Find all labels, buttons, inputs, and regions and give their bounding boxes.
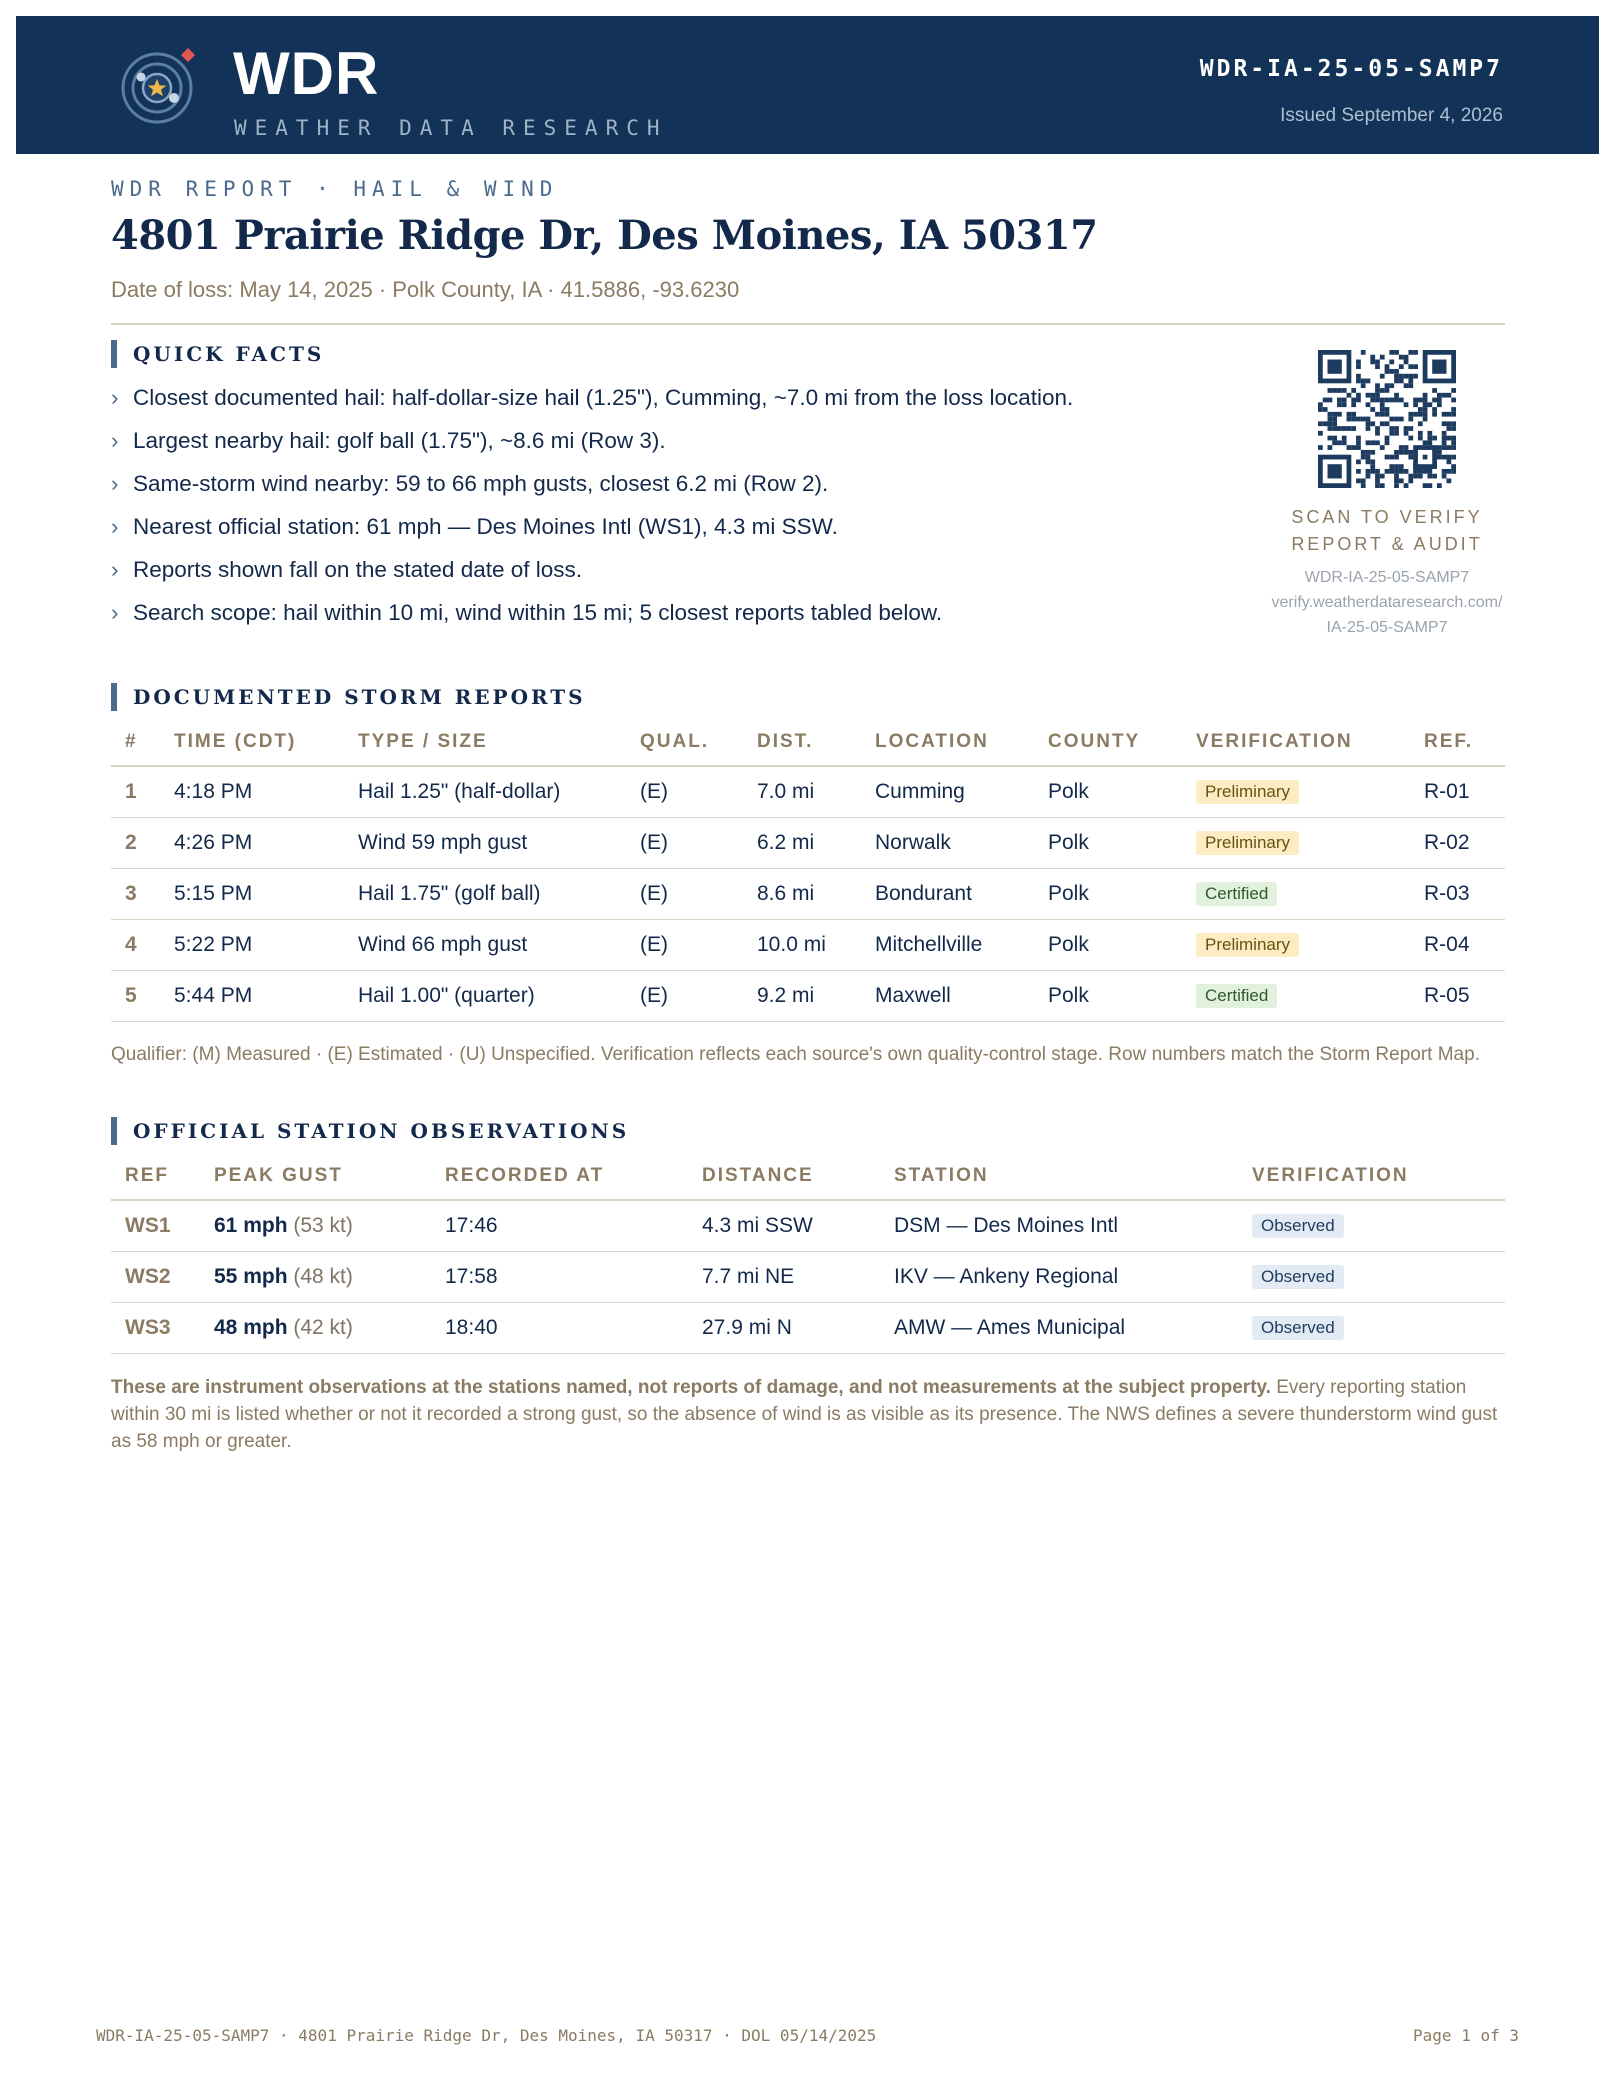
report-type: Hail 1.25" (half-dollar) [358, 766, 640, 817]
report-ref: R-04 [1424, 919, 1505, 970]
status-badge: Preliminary [1196, 933, 1299, 957]
report-ref: R-02 [1424, 817, 1505, 868]
station-note [111, 1374, 1511, 1455]
chevron-right-icon: › [111, 557, 119, 582]
report-distance: 6.2 mi [757, 817, 875, 868]
chevron-right-icon: › [111, 385, 119, 410]
column-header: # [111, 718, 174, 766]
row-number: 1 [111, 766, 174, 817]
verify-id: WDR-IA-25-05-SAMP7 [1304, 569, 1470, 586]
page-title: 4801 Prairie Ridge Dr, Des Moines, IA 50317 [111, 212, 1098, 259]
chevron-right-icon: › [111, 428, 119, 453]
column-header: STATION [894, 1152, 1252, 1200]
verification-cell [1196, 970, 1424, 1021]
report-distance: 10.0 mi [757, 919, 875, 970]
column-header: RECORDED AT [445, 1152, 702, 1200]
list-item [111, 598, 1211, 641]
gust-kt: (48 kt) [293, 1264, 353, 1288]
list-item [111, 555, 1211, 598]
recorded-at: 17:46 [445, 1200, 702, 1251]
verify-url: IA-25-05-SAMP7 [1326, 619, 1448, 636]
report-location: Mitchellville [875, 919, 1048, 970]
report-eyebrow: WDR REPORT · HAIL & WIND [111, 177, 559, 201]
fact-text: Search scope: hail within 10 mi, wind within 15 mi; 5 closest reports tabled below. [133, 600, 943, 625]
station-note-bold: These are instrument observations at the stations named, not reports of damage, and not measurements at the subject property. [111, 1377, 1271, 1398]
qr-code-icon[interactable] [1318, 350, 1456, 488]
verification-cell [1252, 1251, 1505, 1302]
report-type: Wind 59 mph gust [358, 817, 640, 868]
quick-facts-list [111, 383, 1211, 641]
report-distance: 7.0 mi [757, 766, 875, 817]
gust-mph: 55 mph [214, 1264, 288, 1288]
recorded-at: 17:58 [445, 1251, 702, 1302]
gust-kt: (53 kt) [293, 1213, 353, 1237]
column-header: TYPE / SIZE [358, 718, 640, 766]
station-distance: 4.3 mi SSW [702, 1200, 894, 1251]
verification-cell [1196, 919, 1424, 970]
report-qualifier: (E) [640, 817, 757, 868]
peak-gust [214, 1302, 445, 1353]
station-name: DSM — Des Moines Intl [894, 1200, 1252, 1251]
fact-text: Same-storm wind nearby: 59 to 66 mph gusts, closest 6.2 mi (Row 2). [133, 471, 829, 496]
report-type: Wind 66 mph gust [358, 919, 640, 970]
table-row [111, 970, 1505, 1021]
section-title-station-observations: OFFICIAL STATION OBSERVATIONS [111, 1117, 629, 1145]
report-county: Polk [1048, 817, 1196, 868]
table-header-row [111, 718, 1505, 766]
verification-cell [1252, 1200, 1505, 1251]
gust-kt: (42 kt) [293, 1315, 353, 1339]
list-item [111, 426, 1211, 469]
report-location: Maxwell [875, 970, 1048, 1021]
row-number: 5 [111, 970, 174, 1021]
column-header: DISTANCE [702, 1152, 894, 1200]
recorded-at: 18:40 [445, 1302, 702, 1353]
report-location: Norwalk [875, 817, 1048, 868]
report-ref: R-05 [1424, 970, 1505, 1021]
footer-ref: WDR-IA-25-05-SAMP7 · 4801 Prairie Ridge Dr, Des Moines, IA 50317 · DOL 05/14/2025 [96, 2026, 877, 2045]
report-ref: R-03 [1424, 868, 1505, 919]
status-badge: Preliminary [1196, 780, 1299, 804]
scan-label-line: SCAN TO VERIFY [1291, 507, 1483, 527]
verification-cell [1196, 817, 1424, 868]
station-ref: WS3 [111, 1302, 214, 1353]
report-location: Cumming [875, 766, 1048, 817]
status-badge: Preliminary [1196, 831, 1299, 855]
report-county: Polk [1048, 766, 1196, 817]
brand-name: WDR [233, 40, 380, 107]
report-type: Hail 1.00" (quarter) [358, 970, 640, 1021]
chevron-right-icon: › [111, 600, 119, 625]
verify-url: verify.weatherdataresearch.com/ [1271, 594, 1503, 611]
table-row [111, 1200, 1505, 1251]
station-distance: 27.9 mi N [702, 1302, 894, 1353]
report-type: Hail 1.75" (golf ball) [358, 868, 640, 919]
report-time: 4:26 PM [174, 817, 358, 868]
table-row [111, 919, 1505, 970]
report-qualifier: (E) [640, 919, 757, 970]
verification-cell [1196, 766, 1424, 817]
section-title-storm-reports: DOCUMENTED STORM REPORTS [111, 683, 586, 711]
chevron-right-icon: › [111, 514, 119, 539]
table-row [111, 868, 1505, 919]
column-header: TIME (CDT) [174, 718, 358, 766]
report-distance: 8.6 mi [757, 868, 875, 919]
station-name: IKV — Ankeny Regional [894, 1251, 1252, 1302]
report-qualifier: (E) [640, 970, 757, 1021]
fact-text: Closest documented hail: half-dollar-size hail (1.25"), Cumming, ~7.0 mi from the loss location. [133, 385, 1074, 410]
chevron-right-icon: › [111, 471, 119, 496]
qualifier-note: Qualifier: (M) Measured · (E) Estimated · (U) Unspecified. Verification reflects each source's own quality-control stage. Row numbers match the Storm Report Map. [111, 1044, 1480, 1065]
scan-to-verify-label [1245, 504, 1529, 558]
status-badge: Observed [1252, 1214, 1344, 1238]
report-time: 5:15 PM [174, 868, 358, 919]
storm-reports-table [111, 718, 1505, 1022]
report-county: Polk [1048, 970, 1196, 1021]
station-ref: WS2 [111, 1251, 214, 1302]
section-title-quick-facts: QUICK FACTS [111, 340, 324, 368]
status-badge: Certified [1196, 984, 1277, 1008]
page-number: Page 1 of 3 [1413, 2026, 1519, 2045]
report-header [16, 16, 1599, 154]
report-county: Polk [1048, 868, 1196, 919]
row-number: 2 [111, 817, 174, 868]
report-time: 4:18 PM [174, 766, 358, 817]
station-name: AMW — Ames Municipal [894, 1302, 1252, 1353]
table-row [111, 766, 1505, 817]
report-location: Bondurant [875, 868, 1048, 919]
loss-meta: Date of loss: May 14, 2025 · Polk County, IA · 41.5886, -93.6230 [111, 277, 740, 302]
station-ref: WS1 [111, 1200, 214, 1251]
report-qualifier: (E) [640, 766, 757, 817]
scan-label-line: REPORT & AUDIT [1291, 534, 1483, 554]
status-badge: Certified [1196, 882, 1277, 906]
divider [111, 323, 1505, 325]
table-row [111, 1302, 1505, 1353]
column-header: REF. [1424, 718, 1505, 766]
list-item [111, 383, 1211, 426]
column-header: REF [111, 1152, 214, 1200]
gust-mph: 48 mph [214, 1315, 288, 1339]
column-header: LOCATION [875, 718, 1048, 766]
column-header: QUAL. [640, 718, 757, 766]
report-distance: 9.2 mi [757, 970, 875, 1021]
report-ref: R-01 [1424, 766, 1505, 817]
report-time: 5:44 PM [174, 970, 358, 1021]
report-id: WDR-IA-25-05-SAMP7 [1199, 56, 1503, 82]
status-badge: Observed [1252, 1316, 1344, 1340]
column-header: VERIFICATION [1252, 1152, 1505, 1200]
report-time: 5:22 PM [174, 919, 358, 970]
issued-date: Issued September 4, 2026 [1280, 105, 1503, 126]
fact-text: Reports shown fall on the stated date of loss. [133, 557, 583, 582]
report-qualifier: (E) [640, 868, 757, 919]
row-number: 4 [111, 919, 174, 970]
orbit-star-logo-icon [119, 44, 201, 126]
station-note-text: Every reporting station within 30 mi is listed whether or not it recorded a strong gust, so the absence of wind is as visible as its presence. The NWS defines a severe thunderstorm wind gust as 58 mph or greater. [111, 1377, 1498, 1452]
table-row [111, 1251, 1505, 1302]
gust-mph: 61 mph [214, 1213, 288, 1237]
table-row [111, 817, 1505, 868]
fact-text: Nearest official station: 61 mph — Des Moines Intl (WS1), 4.3 mi SSW. [133, 514, 838, 539]
row-number: 3 [111, 868, 174, 919]
station-distance: 7.7 mi NE [702, 1251, 894, 1302]
list-item [111, 512, 1211, 555]
brand-subtitle: WEATHER DATA RESEARCH [234, 116, 668, 140]
station-observations-table [111, 1152, 1505, 1354]
verification-cell [1196, 868, 1424, 919]
column-header: COUNTY [1048, 718, 1196, 766]
column-header: PEAK GUST [214, 1152, 445, 1200]
verify-link[interactable] [1245, 565, 1529, 640]
fact-text: Largest nearby hail: golf ball (1.75"), ~8.6 mi (Row 3). [133, 428, 666, 453]
status-badge: Observed [1252, 1265, 1344, 1289]
report-county: Polk [1048, 919, 1196, 970]
table-header-row [111, 1152, 1505, 1200]
peak-gust [214, 1200, 445, 1251]
column-header: VERIFICATION [1196, 718, 1424, 766]
column-header: DIST. [757, 718, 875, 766]
list-item [111, 469, 1211, 512]
verification-cell [1252, 1302, 1505, 1353]
peak-gust [214, 1251, 445, 1302]
